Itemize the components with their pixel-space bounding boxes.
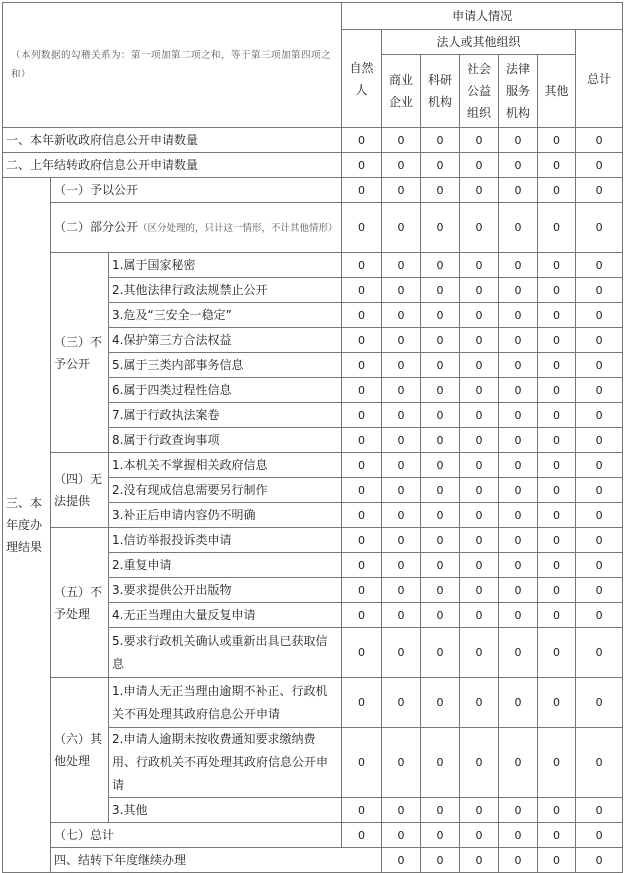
value-cell: 0	[460, 478, 499, 503]
group-label	[51, 203, 342, 253]
value-cell: 0	[421, 203, 460, 253]
value-cell: 0	[460, 628, 499, 678]
value-cell: 0	[342, 403, 382, 428]
value-cell: 0	[576, 253, 623, 278]
value-cell: 0	[576, 528, 623, 553]
value-cell: 0	[382, 528, 421, 553]
value-cell: 0	[538, 578, 576, 603]
value-cell: 0	[421, 728, 460, 798]
item-label: 4.无正当理由大量反复申请	[109, 603, 342, 628]
value-cell: 0	[382, 353, 421, 378]
value-cell: 0	[382, 178, 421, 203]
value-cell: 0	[460, 453, 499, 478]
value-cell: 0	[421, 428, 460, 453]
value-cell: 0	[342, 478, 382, 503]
value-cell: 0	[460, 153, 499, 178]
value-cell: 0	[460, 253, 499, 278]
value-cell: 0	[460, 848, 499, 873]
value-cell: 0	[382, 578, 421, 603]
value-cell: 0	[499, 253, 538, 278]
value-cell: 0	[499, 278, 538, 303]
value-cell: 0	[421, 378, 460, 403]
value-cell: 0	[342, 528, 382, 553]
value-cell: 0	[576, 578, 623, 603]
value-cell: 0	[576, 353, 623, 378]
value-cell: 0	[382, 848, 421, 873]
value-cell: 0	[382, 503, 421, 528]
item-label: 5.要求行政机关确认或重新出具已获取信息	[109, 628, 342, 678]
value-cell: 0	[421, 528, 460, 553]
value-cell: 0	[538, 203, 576, 253]
value-cell: 0	[460, 528, 499, 553]
value-cell: 0	[460, 378, 499, 403]
value-cell: 0	[421, 603, 460, 628]
value-cell: 0	[421, 303, 460, 328]
value-cell: 0	[342, 553, 382, 578]
row-carried-over	[3, 153, 623, 178]
value-cell: 0	[460, 798, 499, 823]
group-label: （四）无法提供	[51, 453, 109, 528]
value-cell: 0	[499, 453, 538, 478]
item-label: 4.保护第三方合法权益	[109, 328, 342, 353]
value-cell: 0	[576, 798, 623, 823]
value-cell: 0	[421, 178, 460, 203]
value-cell: 0	[538, 603, 576, 628]
header-business: 商业企业	[382, 55, 421, 128]
value-cell: 0	[576, 203, 623, 253]
value-cell: 0	[460, 823, 499, 848]
value-cell: 0	[538, 553, 576, 578]
value-cell: 0	[421, 848, 460, 873]
value-cell: 0	[460, 328, 499, 353]
value-cell: 0	[499, 578, 538, 603]
value-cell: 0	[382, 428, 421, 453]
value-cell: 0	[460, 303, 499, 328]
value-cell: 0	[421, 253, 460, 278]
value-cell: 0	[499, 798, 538, 823]
row-new-requests	[3, 128, 623, 153]
value-cell: 0	[499, 153, 538, 178]
value-cell: 0	[460, 678, 499, 728]
value-cell: 0	[499, 328, 538, 353]
value-cell: 0	[499, 403, 538, 428]
value-cell: 0	[342, 578, 382, 603]
g6-item-row	[3, 678, 623, 728]
value-cell: 0	[421, 353, 460, 378]
value-cell: 0	[538, 798, 576, 823]
relation-note: （本列数据的勾稽关系为：第一项加第二项之和，等于第三项加第四项之和）	[3, 3, 342, 128]
value-cell: 0	[499, 428, 538, 453]
partially-disclosed-note: （区分处理的，只计这一情形，不计其他情形）	[138, 222, 338, 234]
item-label: 1.属于国家秘密	[109, 253, 342, 278]
value-cell: 0	[382, 153, 421, 178]
value-cell: 0	[538, 728, 576, 798]
group-label: （六）其他处理	[51, 678, 109, 823]
value-cell: 0	[421, 678, 460, 728]
value-cell: 0	[538, 353, 576, 378]
item-label: 6.属于四类过程性信息	[109, 378, 342, 403]
value-cell: 0	[576, 728, 623, 798]
g5-item-row	[3, 528, 623, 553]
value-cell: 0	[342, 303, 382, 328]
item-label: 2.其他法律行政法规禁止公开	[109, 278, 342, 303]
value-cell: 0	[538, 678, 576, 728]
value-cell: 0	[382, 303, 421, 328]
value-cell: 0	[499, 823, 538, 848]
value-cell: 0	[538, 378, 576, 403]
value-cell: 0	[538, 253, 576, 278]
value-cell: 0	[460, 503, 499, 528]
value-cell: 0	[382, 603, 421, 628]
value-cell: 0	[499, 378, 538, 403]
value-cell: 0	[421, 403, 460, 428]
group-label: （五）不予处理	[51, 528, 109, 678]
value-cell: 0	[421, 628, 460, 678]
g3-item-row	[3, 253, 623, 278]
value-cell: 0	[382, 553, 421, 578]
item-label: 5.属于三类内部事务信息	[109, 353, 342, 378]
value-cell: 0	[460, 728, 499, 798]
value-cell: 0	[342, 453, 382, 478]
value-cell: 0	[538, 178, 576, 203]
header-research: 科研机构	[421, 55, 460, 128]
row-subtotal	[3, 823, 623, 848]
value-cell: 0	[499, 128, 538, 153]
value-cell: 0	[382, 728, 421, 798]
row-partially-disclosed	[3, 203, 623, 253]
header-legal-orgs: 法人或其他组织	[382, 30, 576, 55]
value-cell: 0	[460, 203, 499, 253]
item-label: 2.申请人逾期未按收费通知要求缴纳费用、行政机关不再处理其政府信息公开申请	[109, 728, 342, 798]
item-label: 7.属于行政执法案卷	[109, 403, 342, 428]
value-cell: 0	[576, 478, 623, 503]
group-label: （三）不予公开	[51, 253, 109, 453]
value-cell: 0	[382, 453, 421, 478]
header-applicant-situation: 申请人情况	[342, 3, 623, 30]
value-cell: 0	[382, 798, 421, 823]
value-cell: 0	[538, 428, 576, 453]
value-cell: 0	[576, 303, 623, 328]
header-natural-person: 自然人	[342, 30, 382, 128]
value-cell: 0	[342, 353, 382, 378]
value-cell: 0	[382, 278, 421, 303]
value-cell: 0	[576, 603, 623, 628]
value-cell: 0	[538, 303, 576, 328]
value-cell: 0	[342, 328, 382, 353]
value-cell: 0	[460, 578, 499, 603]
value-cell: 0	[576, 403, 623, 428]
value-cell: 0	[576, 678, 623, 728]
value-cell: 0	[342, 253, 382, 278]
value-cell: 0	[538, 503, 576, 528]
value-cell: 0	[499, 603, 538, 628]
value-cell: 0	[342, 728, 382, 798]
g4-item-row	[3, 453, 623, 478]
group-label: （一）予以公开	[51, 178, 342, 203]
item-label: 1.本机关不掌握相关政府信息	[109, 453, 342, 478]
item-label: 2.重复申请	[109, 553, 342, 578]
value-cell: 0	[460, 128, 499, 153]
value-cell: 0	[538, 848, 576, 873]
row-label: 二、上年结转政府信息公开申请数量	[3, 153, 342, 178]
value-cell: 0	[499, 478, 538, 503]
value-cell: 0	[342, 823, 382, 848]
value-cell: 0	[460, 278, 499, 303]
value-cell: 0	[460, 178, 499, 203]
value-cell: 0	[576, 378, 623, 403]
value-cell: 0	[421, 553, 460, 578]
value-cell: 0	[342, 628, 382, 678]
value-cell: 0	[421, 798, 460, 823]
item-label: 2.没有现成信息需要另行制作	[109, 478, 342, 503]
value-cell: 0	[342, 798, 382, 823]
value-cell: 0	[538, 478, 576, 503]
value-cell: 0	[499, 503, 538, 528]
value-cell: 0	[460, 428, 499, 453]
value-cell: 0	[538, 823, 576, 848]
value-cell: 0	[576, 628, 623, 678]
value-cell: 0	[342, 603, 382, 628]
value-cell: 0	[382, 403, 421, 428]
value-cell: 0	[421, 478, 460, 503]
value-cell: 0	[538, 628, 576, 678]
value-cell: 0	[499, 848, 538, 873]
value-cell: 0	[538, 278, 576, 303]
value-cell: 0	[499, 628, 538, 678]
value-cell: 0	[538, 403, 576, 428]
value-cell: 0	[382, 203, 421, 253]
value-cell: 0	[342, 203, 382, 253]
value-cell: 0	[499, 678, 538, 728]
disclosure-statistics-table	[2, 2, 623, 873]
item-label: 3.其他	[109, 798, 342, 823]
row-label: 四、结转下年度继续办理	[51, 848, 382, 873]
value-cell: 0	[460, 403, 499, 428]
value-cell: 0	[576, 553, 623, 578]
header-public-welfare: 社会公益组织	[460, 55, 499, 128]
value-cell: 0	[499, 303, 538, 328]
value-cell: 0	[382, 128, 421, 153]
group-label: （七）总计	[51, 823, 342, 848]
value-cell: 0	[576, 503, 623, 528]
item-label: 3.危及“三安全一稳定”	[109, 303, 342, 328]
value-cell: 0	[576, 823, 623, 848]
value-cell: 0	[421, 278, 460, 303]
value-cell: 0	[538, 453, 576, 478]
value-cell: 0	[342, 153, 382, 178]
value-cell: 0	[421, 153, 460, 178]
value-cell: 0	[382, 478, 421, 503]
value-cell: 0	[538, 328, 576, 353]
value-cell: 0	[576, 153, 623, 178]
value-cell: 0	[421, 503, 460, 528]
value-cell: 0	[342, 378, 382, 403]
value-cell: 0	[499, 728, 538, 798]
value-cell: 0	[421, 578, 460, 603]
value-cell: 0	[538, 128, 576, 153]
value-cell: 0	[421, 823, 460, 848]
row-disclosed	[3, 178, 623, 203]
value-cell: 0	[538, 153, 576, 178]
value-cell: 0	[342, 678, 382, 728]
value-cell: 0	[499, 528, 538, 553]
item-label: 3.要求提供公开出版物	[109, 578, 342, 603]
value-cell: 0	[342, 278, 382, 303]
value-cell: 0	[576, 428, 623, 453]
value-cell: 0	[576, 278, 623, 303]
value-cell: 0	[342, 503, 382, 528]
value-cell: 0	[576, 453, 623, 478]
value-cell: 0	[576, 848, 623, 873]
partially-disclosed-label: （二）部分公开	[54, 219, 139, 234]
value-cell: 0	[576, 178, 623, 203]
value-cell: 0	[382, 328, 421, 353]
value-cell: 0	[382, 678, 421, 728]
value-cell: 0	[342, 428, 382, 453]
value-cell: 0	[499, 178, 538, 203]
value-cell: 0	[421, 128, 460, 153]
value-cell: 0	[342, 178, 382, 203]
value-cell: 0	[382, 628, 421, 678]
value-cell: 0	[576, 328, 623, 353]
value-cell: 0	[499, 203, 538, 253]
value-cell: 0	[576, 128, 623, 153]
value-cell: 0	[421, 453, 460, 478]
value-cell: 0	[499, 353, 538, 378]
value-cell: 0	[342, 128, 382, 153]
row-carry-forward	[3, 848, 623, 873]
value-cell: 0	[460, 553, 499, 578]
section-label: 三、本年度办理结果	[3, 178, 51, 873]
row-label: 一、本年新收政府信息公开申请数量	[3, 128, 342, 153]
value-cell: 0	[499, 553, 538, 578]
value-cell: 0	[421, 328, 460, 353]
item-label: 8.属于行政查询事项	[109, 428, 342, 453]
header-legal-service: 法律服务机构	[499, 55, 538, 128]
header-total: 总计	[576, 30, 623, 128]
item-label: 1.信访举报投诉类申请	[109, 528, 342, 553]
value-cell: 0	[460, 603, 499, 628]
value-cell: 0	[382, 823, 421, 848]
item-label: 1.申请人无正当理由逾期不补正、行政机关不再处理其政府信息公开申请	[109, 678, 342, 728]
value-cell: 0	[382, 378, 421, 403]
value-cell: 0	[382, 253, 421, 278]
value-cell: 0	[460, 353, 499, 378]
header-other: 其他	[538, 55, 576, 128]
value-cell: 0	[538, 528, 576, 553]
item-label: 3.补正后申请内容仍不明确	[109, 503, 342, 528]
